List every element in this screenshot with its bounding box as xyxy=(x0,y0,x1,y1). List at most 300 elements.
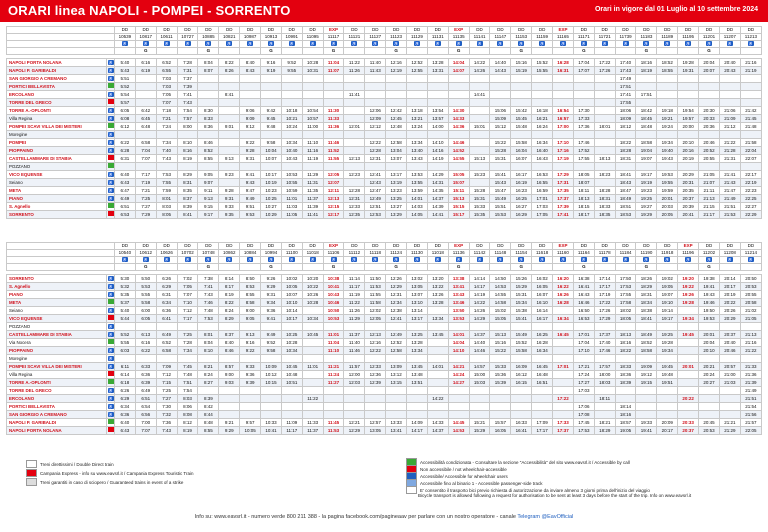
departure-time: 18:42 xyxy=(636,107,657,115)
bicycle-cell xyxy=(678,264,699,271)
departure-time xyxy=(511,387,532,395)
departure-time xyxy=(407,387,428,395)
train-number: 10540 xyxy=(115,250,136,257)
train-category: EXP xyxy=(448,27,469,34)
departure-time: 9:33 xyxy=(219,203,240,211)
departure-time: 12:41 xyxy=(386,315,407,323)
departure-time: 13:25 xyxy=(407,331,428,339)
departure-time: 21:21 xyxy=(719,419,740,427)
departure-time: 14:33 xyxy=(427,419,448,427)
train-number: 11184 xyxy=(615,250,636,257)
departure-time: 9:01 xyxy=(219,123,240,131)
departure-time: 18:22 xyxy=(615,347,636,355)
departure-time: 7:39 xyxy=(177,83,198,91)
departure-time xyxy=(365,387,386,395)
departure-time xyxy=(115,355,136,363)
bicycle-cell xyxy=(615,264,636,271)
departure-time: 9:29 xyxy=(261,283,282,291)
bicycle-icon xyxy=(406,486,417,494)
departure-time xyxy=(594,163,615,171)
departure-time: 10:26 xyxy=(302,291,323,299)
departure-time: 21:05 xyxy=(740,315,761,323)
departure-time: 21:42 xyxy=(740,107,761,115)
bicycle-cell xyxy=(448,264,469,271)
accessibility-cell xyxy=(678,257,699,264)
departure-time: 21:53 xyxy=(719,211,740,219)
wheelchair-accessible-icon: ♿ xyxy=(108,196,113,201)
departure-time: 16:22 xyxy=(553,283,574,291)
departure-time xyxy=(719,91,740,99)
departure-time xyxy=(219,147,240,155)
departure-time xyxy=(573,91,594,99)
train-category: DD xyxy=(699,27,720,34)
station-name: Villa Regina xyxy=(7,115,107,123)
timetable-out-table xyxy=(6,26,762,219)
departure-time: 8:52 xyxy=(198,147,219,155)
train-category: DD xyxy=(636,27,657,34)
departure-time: 11:29 xyxy=(344,315,365,323)
station-access-cell xyxy=(107,283,115,291)
departure-time xyxy=(678,387,699,395)
departure-time: 18:39 xyxy=(615,379,636,387)
departure-time: 19:04 xyxy=(636,147,657,155)
departure-time: 18:09 xyxy=(615,115,636,123)
wheelchair-accessible-icon: ♿ xyxy=(393,257,399,262)
train-number: 10885 xyxy=(198,34,219,41)
departure-time: 17:37 xyxy=(553,427,574,435)
departure-time: 16:18 xyxy=(532,107,553,115)
departure-time xyxy=(511,411,532,419)
train-number: 11112 xyxy=(344,250,365,257)
departure-time: 16:26 xyxy=(553,291,574,299)
departure-time xyxy=(261,323,282,331)
departure-time xyxy=(678,99,699,107)
departure-time: 6:51 xyxy=(115,203,136,211)
departure-time: 10:09 xyxy=(261,363,282,371)
departure-time xyxy=(386,387,407,395)
bicycle-cell xyxy=(261,48,282,55)
departure-time: 19:53 xyxy=(657,171,678,179)
wheelchair-accessible-icon: ♿ xyxy=(497,41,503,46)
wheelchair-accessible-icon: ♿ xyxy=(108,188,113,193)
departure-time: 8:27 xyxy=(198,379,219,387)
guaranteed-icon xyxy=(26,478,37,486)
wheelchair-accessible-icon: ♿ xyxy=(393,41,399,46)
wheelchair-accessible-icon: ♿ xyxy=(268,41,274,46)
station-access-cell xyxy=(107,195,115,203)
departure-time: 19:54 xyxy=(678,107,699,115)
departure-time xyxy=(344,403,365,411)
accessibility-row xyxy=(7,41,762,48)
departure-time: 20:33 xyxy=(678,419,699,427)
departure-time: 14:53 xyxy=(490,283,511,291)
departure-time xyxy=(636,387,657,395)
departure-time: 10:14 xyxy=(281,307,302,315)
departure-time xyxy=(386,403,407,411)
departure-time: 17:01 xyxy=(553,363,574,371)
departure-time: 17:40 xyxy=(594,339,615,347)
departure-time: 15:16 xyxy=(490,339,511,347)
departure-time: 10:34 xyxy=(281,139,302,147)
departure-time: 14:17 xyxy=(469,283,490,291)
departure-time: 21:56 xyxy=(740,411,761,419)
train-number: 11153 xyxy=(511,34,532,41)
train-number: 11202 xyxy=(699,250,720,257)
departure-time: 18:34 xyxy=(636,299,657,307)
departure-time: 12:00 xyxy=(344,371,365,379)
departure-time: 19:17 xyxy=(657,315,678,323)
accessibility-cell xyxy=(386,257,407,264)
departure-time: 19:41 xyxy=(636,427,657,435)
departure-time xyxy=(219,99,240,107)
departure-time: 7:31 xyxy=(177,67,198,75)
departure-time: 14:36 xyxy=(448,123,469,131)
departure-time: 12:16 xyxy=(365,339,386,347)
departure-time: 20:46 xyxy=(699,139,720,147)
departure-time: 21:12 xyxy=(719,123,740,131)
train-number: 11118 xyxy=(365,250,386,257)
departure-time: 6:18 xyxy=(115,379,136,387)
departure-time: 14:01 xyxy=(407,195,428,203)
departure-time: 14:22 xyxy=(469,59,490,67)
accessibility-cell xyxy=(156,257,177,264)
station-row xyxy=(7,283,762,291)
departure-time: 17:01 xyxy=(532,195,553,203)
departure-time: 11:52 xyxy=(323,147,344,155)
departure-time: 9:48 xyxy=(261,123,282,131)
departure-time: 7:17 xyxy=(135,171,156,179)
departure-time xyxy=(302,91,323,99)
departure-time: 7:24 xyxy=(156,123,177,131)
departure-time: 10:40 xyxy=(281,147,302,155)
departure-time: 20:24 xyxy=(699,371,720,379)
departure-time xyxy=(657,91,678,99)
station-row xyxy=(7,131,762,139)
departure-time: 21:36 xyxy=(740,371,761,379)
departure-time xyxy=(281,75,302,83)
bicycle-cell xyxy=(657,264,678,271)
train-category: DD xyxy=(699,243,720,250)
departure-time: 7:55 xyxy=(156,179,177,187)
departure-time: 5:55 xyxy=(115,339,136,347)
departure-time: 18:45 xyxy=(636,115,657,123)
departure-time: 19:33 xyxy=(636,419,657,427)
departure-time: 14:09 xyxy=(407,419,428,427)
departure-time xyxy=(135,355,156,363)
departure-time xyxy=(407,131,428,139)
departure-time: 11:43 xyxy=(365,67,386,75)
accessibility-cell xyxy=(302,41,323,48)
station-access-cell xyxy=(107,403,115,411)
departure-time: 12:51 xyxy=(365,203,386,211)
departure-time: 14:55 xyxy=(448,155,469,163)
departure-time xyxy=(532,91,553,99)
departure-time xyxy=(240,91,261,99)
departure-time: 20:09 xyxy=(657,419,678,427)
departure-time: 17:16 xyxy=(553,147,574,155)
departure-time xyxy=(657,355,678,363)
station-name: Moregine xyxy=(7,131,107,139)
station-name: PIOPPAINO xyxy=(7,347,107,355)
departure-time: 6:08 xyxy=(115,115,136,123)
departure-time xyxy=(427,323,448,331)
departure-time xyxy=(553,387,574,395)
departure-time xyxy=(427,83,448,91)
departure-time: 14:29 xyxy=(469,315,490,323)
accessibility-cell xyxy=(553,257,574,264)
departure-time: 11:10 xyxy=(302,139,323,147)
departure-time: 10:50 xyxy=(323,307,344,315)
departure-time: 19:46 xyxy=(699,299,720,307)
departure-time: 16:50 xyxy=(573,307,594,315)
departure-time xyxy=(219,163,240,171)
departure-time: 14:37 xyxy=(427,195,448,203)
departure-time: 13:45 xyxy=(407,363,428,371)
departure-time: 11:17 xyxy=(281,427,302,435)
departure-time: 15:02 xyxy=(490,307,511,315)
departure-time xyxy=(177,355,198,363)
bicycle-cell xyxy=(532,264,553,271)
departure-time: 11:53 xyxy=(365,283,386,291)
departure-time: 5:37 xyxy=(115,299,136,307)
departure-time xyxy=(678,339,699,347)
departure-time: 14:30 xyxy=(448,107,469,115)
train-number: 11148 xyxy=(490,250,511,257)
departure-time: 18:47 xyxy=(615,187,636,195)
departure-time: 15:13 xyxy=(448,195,469,203)
station-row xyxy=(7,91,762,99)
departure-time: 14:31 xyxy=(427,179,448,187)
departure-time: 7:57 xyxy=(177,115,198,123)
accessibility-cell xyxy=(573,41,594,48)
departure-time: 5:52 xyxy=(115,331,136,339)
departure-time: 15:12 xyxy=(490,123,511,131)
departure-time xyxy=(323,91,344,99)
departure-time: 17:53 xyxy=(573,427,594,435)
departure-time xyxy=(469,411,490,419)
departure-time: 7:17 xyxy=(177,315,198,323)
departure-time: 15:52 xyxy=(511,339,532,347)
departure-time: 16:57 xyxy=(553,115,574,123)
bicycle-cell xyxy=(719,48,740,55)
bicycle-cell xyxy=(490,264,511,271)
departure-time: 8:33 xyxy=(198,115,219,123)
departure-time: 18:11 xyxy=(594,395,615,403)
departure-time xyxy=(699,323,720,331)
station-access-cell xyxy=(107,347,115,355)
station-name: CASTELLAMMARE DI STABIA xyxy=(7,331,107,339)
departure-time: 16:53 xyxy=(532,171,553,179)
accessibility-cell xyxy=(261,257,282,264)
departure-time xyxy=(261,387,282,395)
departure-time: 8:36 xyxy=(198,123,219,131)
departure-time: 6:58 xyxy=(156,347,177,355)
departure-time: 7:32 xyxy=(156,411,177,419)
departure-time: 7:02 xyxy=(177,275,198,283)
departure-time xyxy=(657,395,678,403)
departure-time: 10:17 xyxy=(281,315,302,323)
departure-time: 7:46 xyxy=(198,299,219,307)
departure-time: 17:03 xyxy=(532,203,553,211)
departure-time xyxy=(115,163,136,171)
departure-time xyxy=(573,395,594,403)
departure-time: 9:58 xyxy=(261,139,282,147)
category-row xyxy=(7,243,762,250)
departure-time: 21:33 xyxy=(740,363,761,371)
departure-time xyxy=(407,83,428,91)
departure-time: 8:12 xyxy=(177,419,198,427)
departure-time: 13:43 xyxy=(448,291,469,299)
departure-time: 20:10 xyxy=(699,347,720,355)
telegram-link[interactable]: Telegram @EavOfficial xyxy=(517,514,574,520)
departure-time: 7:59 xyxy=(156,187,177,195)
departure-time: 17:06 xyxy=(573,403,594,411)
departure-time: 8:05 xyxy=(156,211,177,219)
departure-time: 7:03 xyxy=(156,83,177,91)
departure-time: 8:40 xyxy=(219,339,240,347)
departure-time: 13:27 xyxy=(386,203,407,211)
departure-time: 11:41 xyxy=(302,211,323,219)
departure-time: 19:27 xyxy=(636,203,657,211)
departure-time xyxy=(469,387,490,395)
departure-time: 20:30 xyxy=(699,107,720,115)
departure-time: 12:01 xyxy=(344,123,365,131)
departure-time xyxy=(281,355,302,363)
departure-time: 14:26 xyxy=(469,67,490,75)
train-category: DD xyxy=(365,27,386,34)
departure-time: 15:31 xyxy=(490,155,511,163)
accessibility-cell xyxy=(407,257,428,264)
station-name: TORRE A.-OPLONTI xyxy=(7,379,107,387)
departure-time xyxy=(490,163,511,171)
wheelchair-accessible-icon xyxy=(108,83,114,88)
departure-time xyxy=(719,355,740,363)
departure-time xyxy=(615,163,636,171)
departure-time: 10:45 xyxy=(302,331,323,339)
departure-time: 14:04 xyxy=(448,59,469,67)
train-number: 11739 xyxy=(615,34,636,41)
wheelchair-accessible-icon: ♿ xyxy=(108,116,113,121)
departure-time: 13:34 xyxy=(407,347,428,355)
station-row xyxy=(7,299,762,307)
departure-time: 19:25 xyxy=(657,331,678,339)
bicycle-icon: G xyxy=(394,264,398,269)
departure-time: 8:24 xyxy=(198,371,219,379)
wheelchair-accessible-icon: ♿ xyxy=(310,41,316,46)
departure-time: 18:31 xyxy=(594,195,615,203)
departure-time xyxy=(594,75,615,83)
train-number: 11018 xyxy=(427,250,448,257)
station-name: Villa Regina xyxy=(7,371,107,379)
departure-time xyxy=(177,323,198,331)
departure-time: 6:48 xyxy=(135,123,156,131)
train-number: 11178 xyxy=(594,250,615,257)
departure-time xyxy=(240,99,261,107)
station-row xyxy=(7,123,762,131)
departure-time xyxy=(636,411,657,419)
departure-time: 7:07 xyxy=(135,427,156,435)
departure-time xyxy=(573,323,594,331)
train-category: DD xyxy=(135,243,156,250)
departure-time: 12:34 xyxy=(386,299,407,307)
departure-time: 18:35 xyxy=(594,211,615,219)
departure-time: 9:36 xyxy=(240,371,261,379)
departure-time: 16:43 xyxy=(532,155,553,163)
departure-time: 6:56 xyxy=(135,411,156,419)
departure-time: 15:28 xyxy=(490,147,511,155)
train-number: 10821 xyxy=(219,34,240,41)
departure-time: 18:15 xyxy=(573,203,594,211)
departure-time: 16:05 xyxy=(532,283,553,291)
departure-time: 15:35 xyxy=(469,211,490,219)
departure-time: 8:46 xyxy=(219,347,240,355)
departure-time xyxy=(365,99,386,107)
departure-time: 12:19 xyxy=(386,67,407,75)
departure-time: 20:17 xyxy=(719,283,740,291)
departure-time xyxy=(573,163,594,171)
accessibility-cell xyxy=(365,41,386,48)
departure-time: 18:21 xyxy=(594,419,615,427)
departure-time: 6:14 xyxy=(115,371,136,379)
train-category: DD xyxy=(365,243,386,250)
departure-time: 7:53 xyxy=(156,171,177,179)
departure-time xyxy=(198,75,219,83)
station-access-cell xyxy=(107,339,115,347)
departure-time xyxy=(156,163,177,171)
departure-time: 12:02 xyxy=(365,307,386,315)
departure-time xyxy=(386,323,407,331)
departure-time: 15:43 xyxy=(490,179,511,187)
train-number: 10994 xyxy=(261,250,282,257)
station-row xyxy=(7,99,762,107)
train-category: DD xyxy=(740,27,761,34)
departure-time: 7:40 xyxy=(156,147,177,155)
station-access-cell xyxy=(107,275,115,283)
departure-time: 7:12 xyxy=(156,371,177,379)
departure-time xyxy=(323,163,344,171)
station-access-cell xyxy=(107,59,115,67)
departure-time: 14:46 xyxy=(448,139,469,147)
departure-time: 18:33 xyxy=(594,203,615,211)
wheelchair-accessible-icon xyxy=(108,371,114,376)
departure-time: 15:42 xyxy=(511,107,532,115)
departure-time xyxy=(553,75,574,83)
train-number: 11117 xyxy=(323,34,344,41)
departure-time xyxy=(386,131,407,139)
departure-time xyxy=(448,395,469,403)
station-access-cell xyxy=(107,131,115,139)
wheelchair-accessible-icon: ♿ xyxy=(185,257,190,262)
departure-time: 13:07 xyxy=(407,291,428,299)
departure-time: 16:24 xyxy=(532,123,553,131)
bicycle-icon: G xyxy=(519,264,524,269)
bicycle-cell xyxy=(573,264,594,271)
departure-time: 9:41 xyxy=(261,315,282,323)
departure-time: 7:27 xyxy=(156,395,177,403)
departure-time: 15:33 xyxy=(490,363,511,371)
departure-time: 13:07 xyxy=(386,155,407,163)
departure-time: 9:22 xyxy=(240,347,261,355)
departure-time xyxy=(573,83,594,91)
departure-time: 18:06 xyxy=(615,107,636,115)
header-bar xyxy=(0,0,768,22)
departure-time: 17:08 xyxy=(573,411,594,419)
departure-time xyxy=(135,99,156,107)
wheelchair-accessible-icon: ♿ xyxy=(685,41,691,46)
departure-time: 8:01 xyxy=(198,331,219,339)
station-access-cell xyxy=(107,331,115,339)
departure-time xyxy=(344,163,365,171)
